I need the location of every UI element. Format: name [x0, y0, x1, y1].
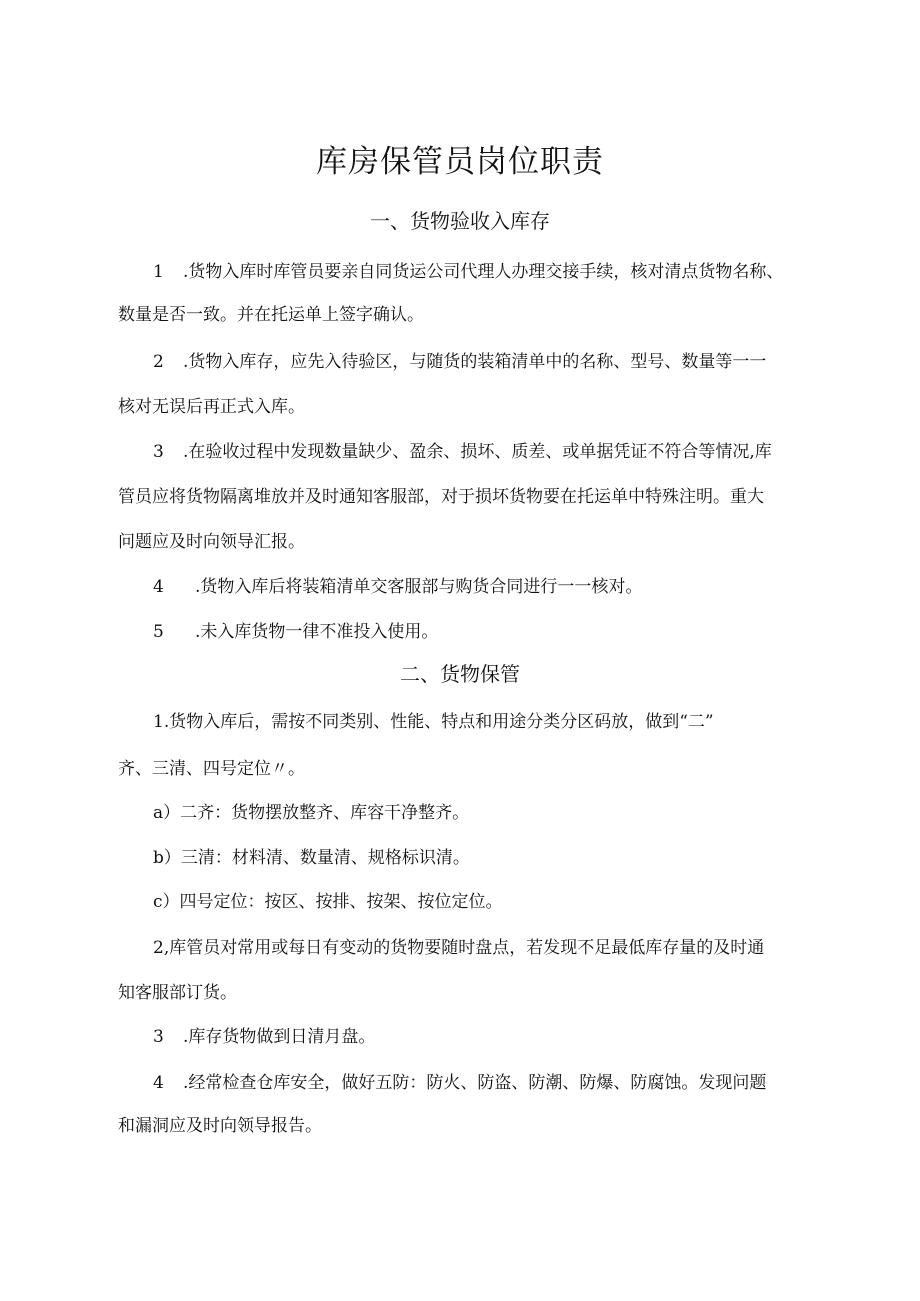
section-2-item-4-line-2: 和漏洞应及时向领导报告。 [118, 1116, 322, 1136]
section-2-item-2-line-1: 2,库管员对常用或每日有变动的货物要随时盘点，若发现不足最低库存量的及时通 [153, 938, 765, 958]
section-1-item-5 [153, 619, 438, 645]
item-text: .经常检查仓库安全，做好五防：防火、防盗、防潮、防爆、防腐蚀。发现问题 [183, 1073, 767, 1093]
item-number: 3 [153, 442, 164, 462]
section-1-item-1-line-2: 数量是否一致。并在托运单上签字确认。 [118, 305, 424, 325]
section-2-item-4-line-1 [153, 1070, 766, 1096]
item-number: 1 [153, 262, 164, 282]
section-2-item-1-line-2: 齐、三清、四号定位〃。 [118, 759, 305, 779]
section-2-item-3 [153, 1024, 375, 1050]
document-title: 库房保管员岗位职责 [316, 144, 604, 180]
item-number: 5 [153, 622, 164, 642]
section-1-heading: 一、货物验收入库存 [370, 209, 550, 233]
item-text: .库存货物做到日清月盘。 [183, 1027, 376, 1047]
item-text: .未入库货物一律不准投入使用。 [195, 622, 439, 642]
section-2-sub-b: b）三清：材料清、数量清、规格标识清。 [153, 848, 470, 868]
section-2-item-2-line-2: 知客服部订货。 [118, 983, 237, 1003]
section-1-item-3-line-1 [153, 439, 772, 465]
section-1-item-2-line-2: 核对无误后再正式入库。 [118, 397, 305, 417]
item-number: 4 [153, 1073, 164, 1093]
item-number: 3 [153, 1027, 164, 1047]
item-number: 4 [153, 577, 164, 597]
section-2-heading: 二、货物保管 [400, 662, 520, 686]
item-text: .货物入库存，应先入待验区，与随货的装箱清单中的名称、型号、数量等一一 [183, 352, 767, 372]
section-1-item-3-line-3: 问题应及时向领导汇报。 [118, 532, 305, 552]
section-2-sub-c: c）四号定位：按区、按排、按架、按位定位。 [153, 892, 503, 912]
item-text: .货物入库后将装箱清单交客服部与购货合同进行一一核对。 [195, 577, 643, 597]
section-2-sub-a: a）二齐：货物摆放整齐、库容干净整齐。 [153, 803, 470, 823]
item-text: .在验收过程中发现数量缺少、盈余、损坏、质差、或单据凭证不符合等情况,库 [183, 442, 772, 462]
section-1-item-3-line-2: 管员应将货物隔离堆放并及时通知客服部，对于损坏货物要在托运单中特殊注明。重大 [118, 487, 764, 507]
item-text: .货物入库时库管员要亲自同货运公司代理人办理交接手续，核对清点货物名称、 [183, 262, 784, 282]
section-1-item-1-line-1 [153, 259, 783, 285]
section-1-item-2-line-1 [153, 349, 766, 375]
section-2-item-1-line-1: 1.货物入库后，需按不同类别、性能、特点和用途分类分区码放，做到“二” [153, 712, 714, 732]
section-1-item-4 [153, 574, 642, 600]
item-number: 2 [153, 352, 164, 372]
